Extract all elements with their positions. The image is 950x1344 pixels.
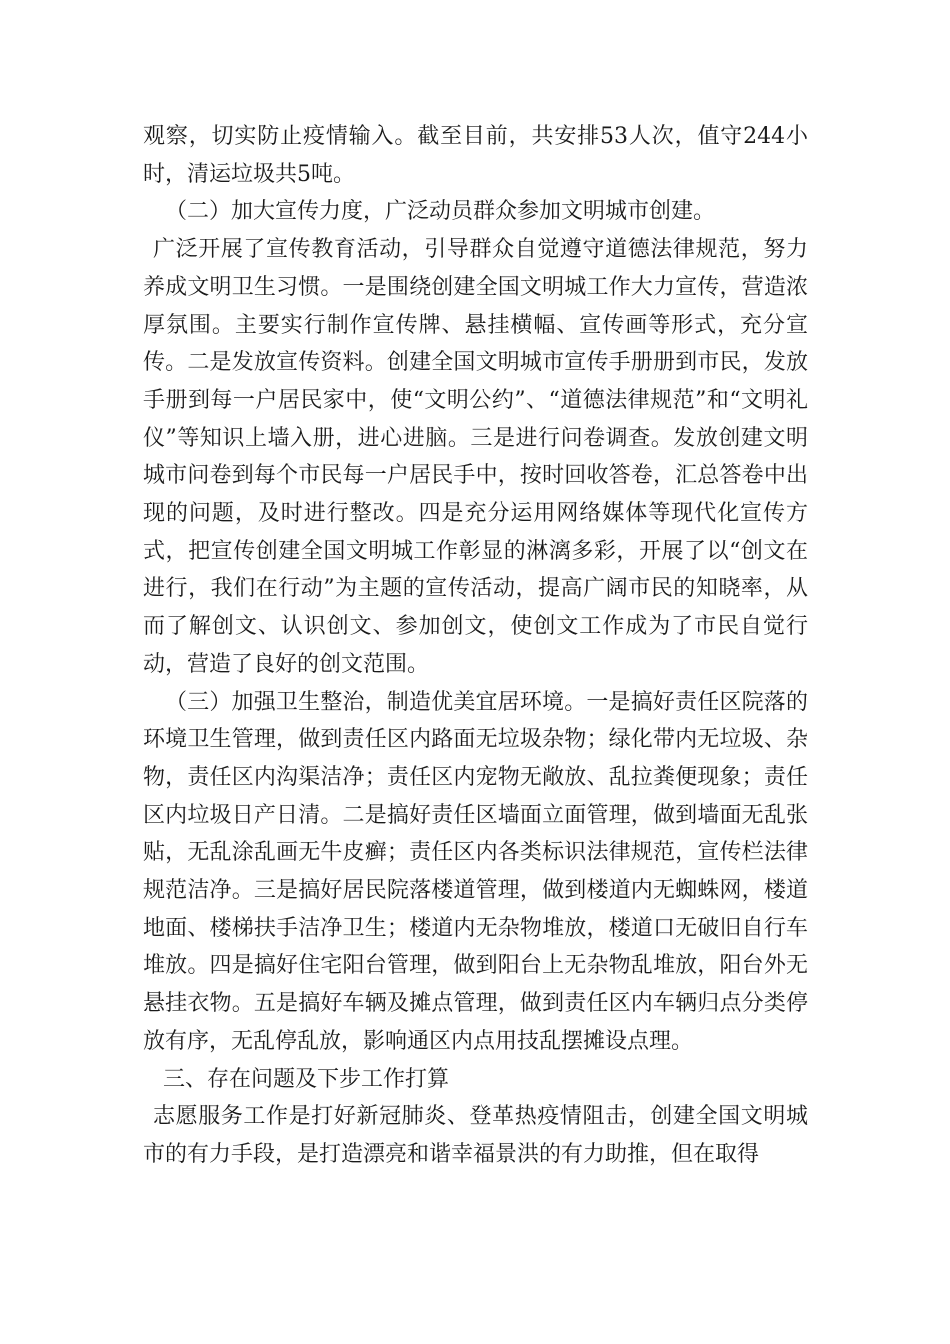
paragraph-volunteer-service: 志愿服务工作是打好新冠肺炎、登革热疫情阻击，创建全国文明城市的有力手段，是打造漂亮和谐幸福景洪的有力助推，但在取得 [143, 1104, 808, 1167]
paragraph-publicity: 广泛开展了宣传教育活动，引导群众自觉遵守道德法律规范，努力养成文明卫生习惯。一是围绕创建全国文明城工作大力宣传，营造浓厚氛围。主要实行制作宣传牌、悬挂横幅、宣传画等形式，充分宣传。二是发放宣传资料。创建全国文明城市宣传手册册到市民，发放手册到每一户居民家中，使“文明公约”、“道德法律规范”和“文明礼仪”等知识上墙入册，进心进脑。三是进行问卷调查。发放创建文明城市问卷到每个市民每一户居民手中，按时回收答卷，汇总答卷中出现的问题，及时进行整改。四是充分运用网络媒体等现代化宣传方式，把宣传创建全国文明城工作彰显的淋漓多彩，开展了以“创文在进行，我们在行动”为主题的宣传活动，提高广阔市民的知晓率，从而了解创文、认识创文、参加创文，使创文工作成为了市民自觉行动，营造了良好的创文范围。 [143, 237, 808, 677]
paragraph-sanitation: （三）加强卫生整治，制造优美宜居环境。一是搞好责任区院落的环境卫生管理，做到责任区内路面无垃圾杂物；绿化带内无垃圾、杂物，责任区内沟渠洁净；责任区内宠物无敞放、乱拉粪便现象；责任区内垃圾日产日清。二是搞好责任区墙面立面管理，做到墙面无乱张贴，无乱涂乱画无牛皮癣；责任区内各类标识法律规范，宣传栏法律规范洁净。三是搞好居民院落楼道管理，做到楼道内无蜘蛛网，楼道地面、楼梯扶手洁净卫生；楼道内无杂物堆放，楼道口无破旧自行车堆放。四是搞好住宅阳台管理，做到阳台上无杂物乱堆放，阳台外无悬挂衣物。五是搞好车辆及摊点管理，做到责任区内车辆归点分类停放有序，无乱停乱放，影响通区内点用技乱摆摊设点理。 [143, 689, 808, 1054]
section-heading-problems: 三、存在问题及下步工作打算 [163, 1066, 450, 1092]
section-heading-publicity: （二）加大宣传力度，广泛动员群众参加文明城市创建。 [165, 199, 716, 225]
paragraph-volunteer-stats: 观察，切实防止疫情输入。截至目前，共安排53人次，值守244小时，清运垃圾共5吨。 [143, 124, 808, 187]
document-body [143, 118, 808, 1174]
